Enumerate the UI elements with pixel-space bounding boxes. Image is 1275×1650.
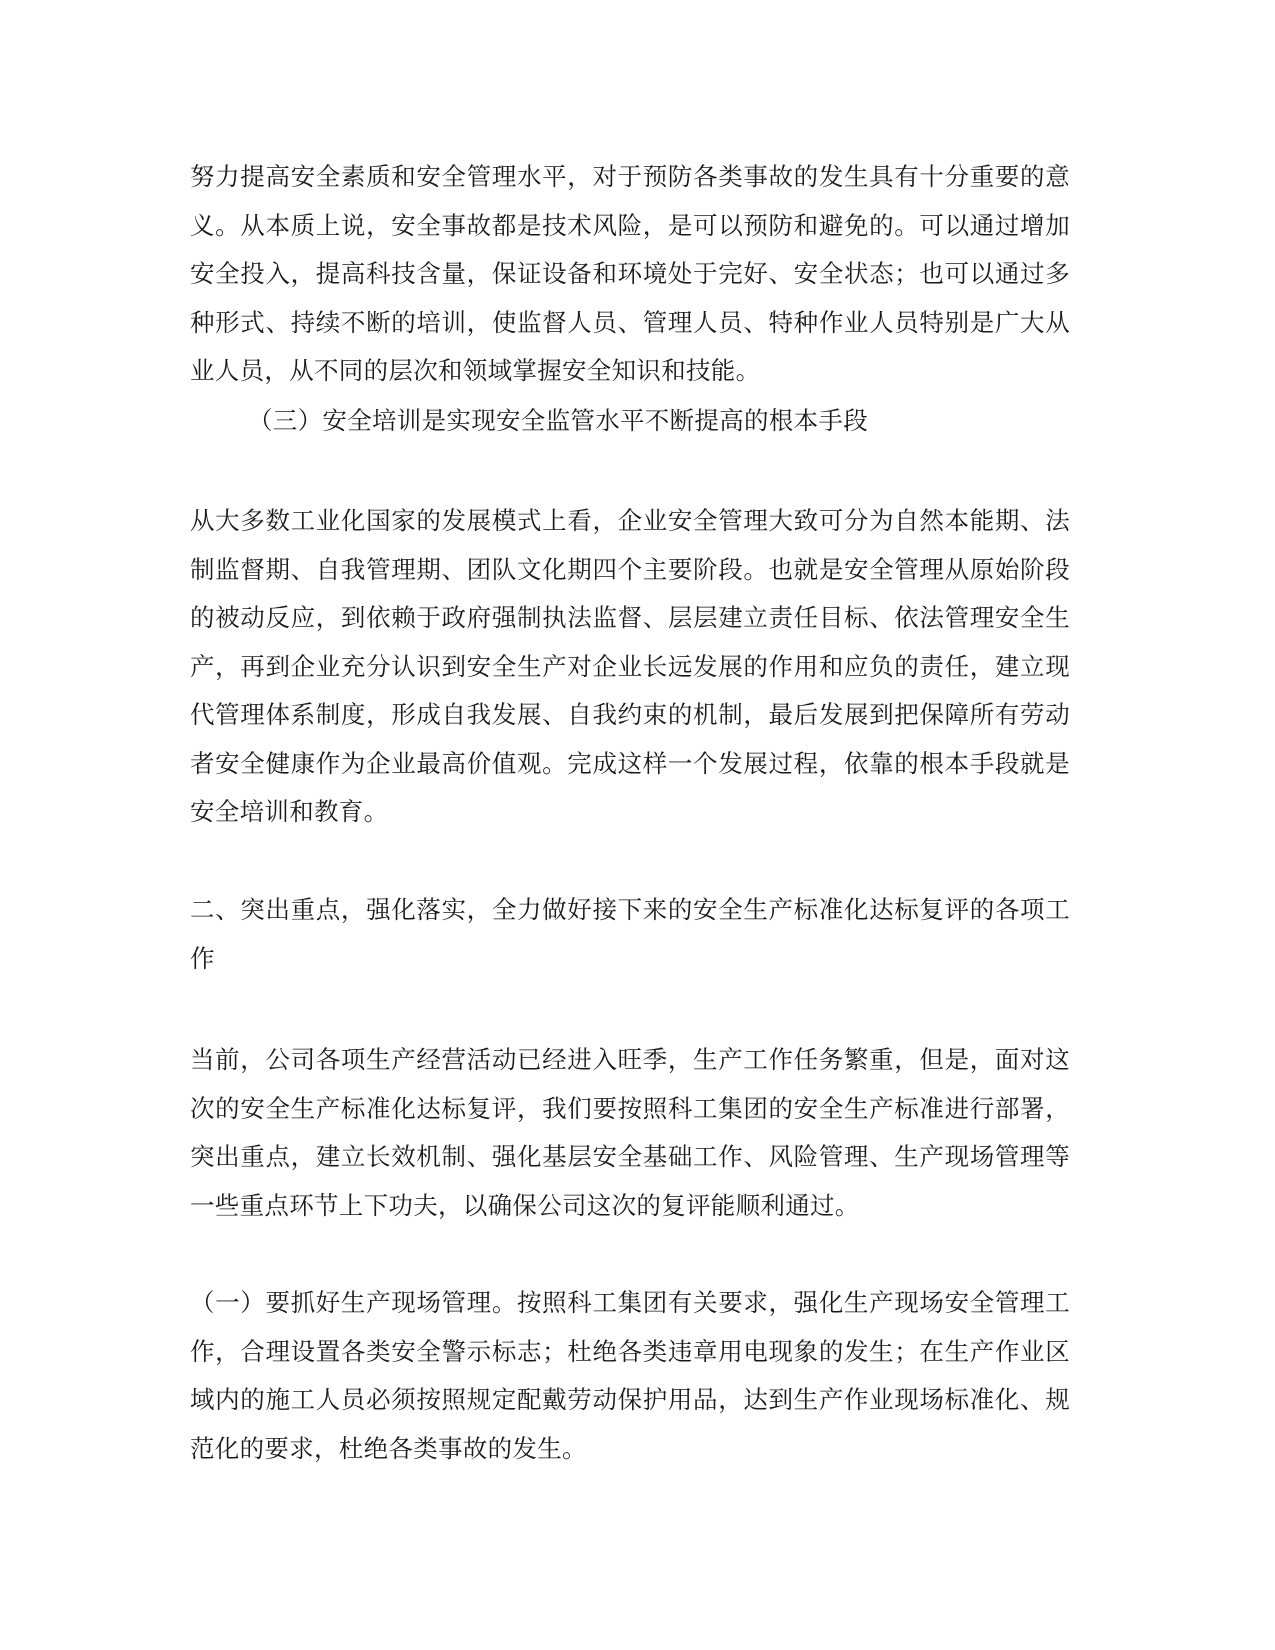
section-two-heading: 二、突出重点，强化落实，全力做好接下来的安全生产标准化达标复评的各项工作 bbox=[190, 895, 1070, 973]
body-paragraph: 努力提高安全素质和安全管理水平，对于预防各类事故的发生具有十分重要的意义。从本质上说，安全事故都是技术风险，是可以预防和避免的。可以通过增加安全投入，提高科技含量，保证设备和环境处于完好、安全状态；也可以通过多种形式、持续不断的培训，使监督人员、管理人员、特种作业人员特别是广大从业人员，从不同的层次和领域掌握安全知识和技能。 bbox=[190, 162, 1070, 385]
subheading-three: （三）安全培训是实现安全监管水平不断提高的根本手段 bbox=[248, 406, 868, 435]
body-paragraph: 从大多数工业化国家的发展模式上看，企业安全管理大致可分为自然本能期、法制监督期、自我管理期、团队文化期四个主要阶段。也就是安全管理从原始阶段的被动反应，到依赖于政府强制执法监督、层层建立责任目标、依法管理安全生产，再到企业充分认识到安全生产对企业长远发展的作用和应负的责任，建立现代管理体系制度，形成自我发展、自我约束的机制，最后发展到把保障所有劳动者安全健康作为企业最高价值观。完成这样一个发展过程，依靠的根本手段就是安全培训和教育。 bbox=[190, 506, 1070, 826]
body-paragraph: 当前，公司各项生产经营活动已经进入旺季，生产工作任务繁重，但是，面对这次的安全生产标准化达标复评，我们要按照科工集团的安全生产标准进行部署，突出重点，建立长效机制、强化基层安全基础工作、风险管理、生产现场管理等一些重点环节上下功夫，以确保公司这次的复评能顺利通过。 bbox=[190, 1045, 1070, 1220]
body-paragraph: （一）要抓好生产现场管理。按照科工集团有关要求，强化生产现场安全管理工作，合理设置各类安全警示标志；杜绝各类违章用电现象的发生；在生产作业区域内的施工人员必须按照规定配戴劳动保护用品，达到生产作业现场标准化、规范化的要求，杜绝各类事故的发生。 bbox=[190, 1288, 1070, 1463]
